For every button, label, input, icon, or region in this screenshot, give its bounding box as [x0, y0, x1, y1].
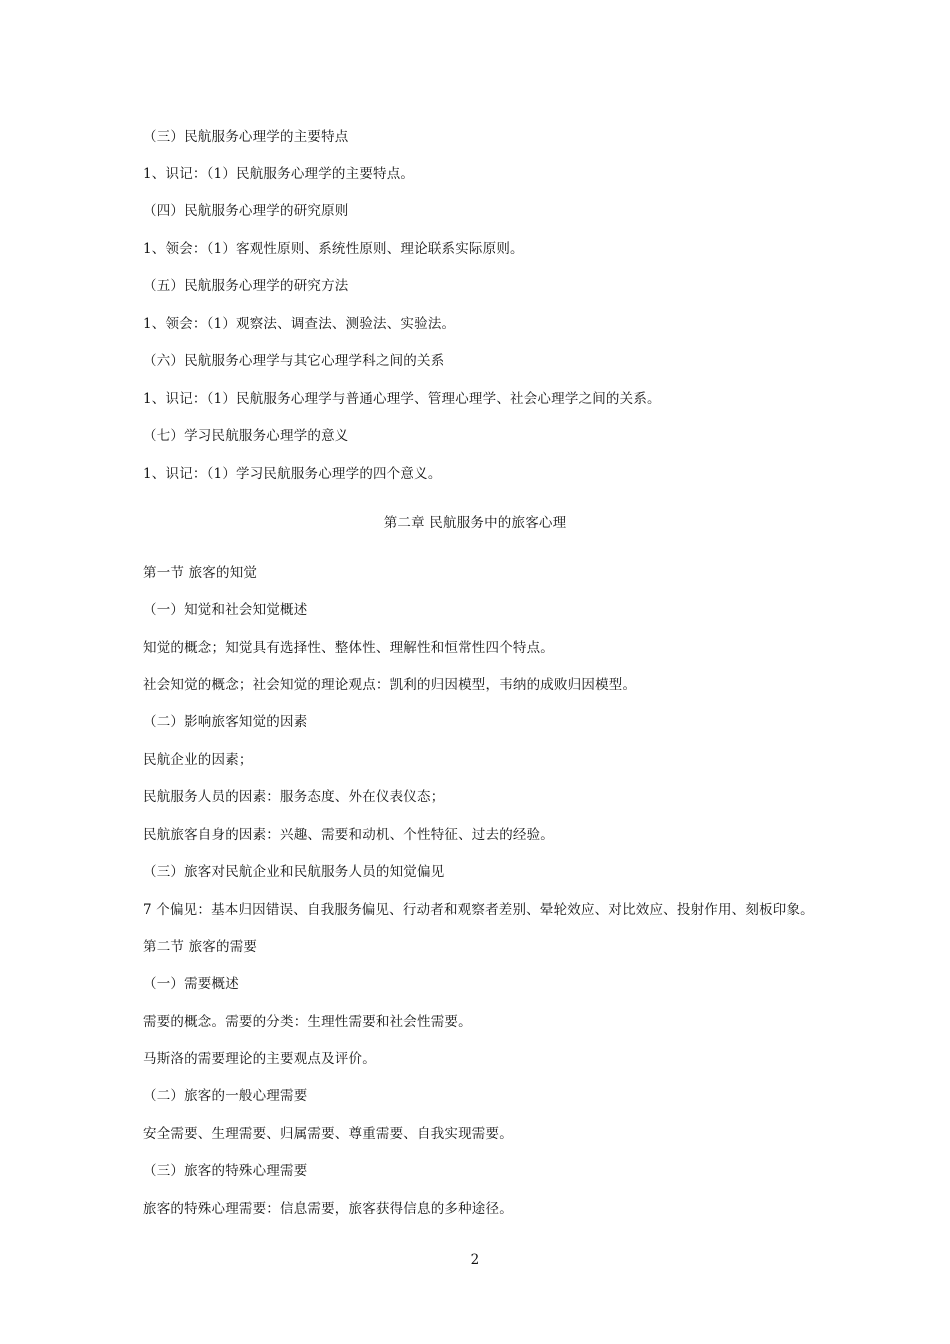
section-heading: （三）旅客对民航企业和民航服务人员的知觉偏见	[143, 864, 445, 880]
section-heading: （七）学习民航服务心理学的意义	[143, 428, 349, 444]
section-heading: （六）民航服务心理学与其它心理学科之间的关系	[143, 353, 445, 369]
body-line: 民航旅客自身的因素：兴趣、需要和动机、个性特征、过去的经验。	[143, 827, 554, 843]
section-heading: （一）需要概述	[143, 976, 239, 992]
section-heading: （二）旅客的一般心理需要	[143, 1088, 308, 1104]
section-heading: （三）民航服务心理学的主要特点	[143, 129, 349, 145]
body-line: 知觉的概念；知觉具有选择性、整体性、理解性和恒常性四个特点。	[143, 640, 554, 656]
section-heading: （三）旅客的特殊心理需要	[143, 1163, 308, 1179]
body-line: 1、识记：（1）民航服务心理学与普通心理学、管理心理学、社会心理学之间的关系。	[143, 391, 661, 407]
body-line: 需要的概念。需要的分类：生理性需要和社会性需要。	[143, 1014, 472, 1030]
body-line: 1、识记：（1）民航服务心理学的主要特点。	[143, 166, 415, 182]
subsection-heading: 第一节 旅客的知觉	[143, 565, 258, 581]
chapter-title: 第二章 民航服务中的旅客心理	[383, 515, 567, 531]
body-line: 马斯洛的需要理论的主要观点及评价。	[143, 1051, 376, 1067]
body-line: 民航服务人员的因素：服务态度、外在仪表仪态；	[143, 789, 445, 805]
body-line: 1、识记：（1）学习民航服务心理学的四个意义。	[143, 466, 442, 482]
section-heading: （四）民航服务心理学的研究原则	[143, 203, 349, 219]
section-heading: （五）民航服务心理学的研究方法	[143, 278, 349, 294]
section-heading: （一）知觉和社会知觉概述	[143, 602, 308, 618]
body-line: 民航企业的因素；	[143, 752, 253, 768]
body-line: 社会知觉的概念；社会知觉的理论观点：凯利的归因模型，韦纳的成败归因模型。	[143, 677, 637, 693]
body-line: 旅客的特殊心理需要：信息需要，旅客获得信息的多种途径。	[143, 1201, 513, 1217]
subsection-heading: 第二节 旅客的需要	[143, 939, 258, 955]
body-line: 1、领会：（1）观察法、调查法、测验法、实验法。	[143, 316, 456, 332]
page-number: 2	[470, 1252, 480, 1268]
body-line: 7 个偏见：基本归因错误、自我服务偏见、行动者和观察者差别、晕轮效应、对比效应、投射作用、刻板印象。	[143, 902, 814, 918]
body-line: 安全需要、生理需要、归属需要、尊重需要、自我实现需要。	[143, 1126, 513, 1142]
body-line: 1、领会：（1）客观性原则、系统性原则、理论联系实际原则。	[143, 241, 524, 257]
section-heading: （二）影响旅客知觉的因素	[143, 714, 308, 730]
